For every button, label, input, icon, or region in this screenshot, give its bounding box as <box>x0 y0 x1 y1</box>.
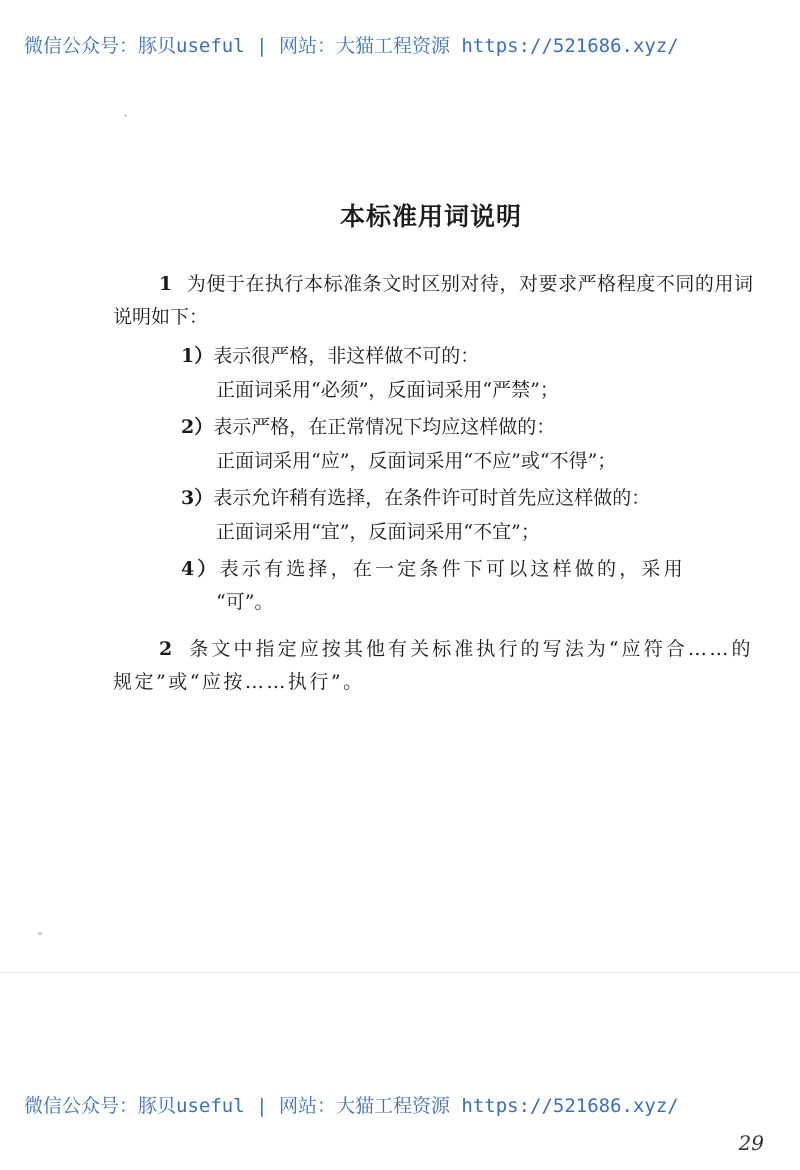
list-item <box>181 482 753 549</box>
scan-divider <box>0 972 800 973</box>
section-1-text: 为便于在执行本标准条文时区别对待，对要求严格程度不同的用词说明如下： <box>113 273 753 328</box>
watermark-bottom: 微信公众号：豚贝useful | 网站：大猫工程资源 https://521686.xyz/ <box>24 1095 679 1117</box>
section-2 <box>113 633 753 699</box>
section-2-text: 条文中指定应按其他有关标准执行的写法为“应符合……的规定”或“应按……执行”。 <box>113 638 753 693</box>
list-item-detail: 正面词采用“应”，反面词采用“不应”或“不得”； <box>216 450 617 472</box>
list-item-text: 表示有选择，在一定条件下可以这样做的，采用 <box>219 558 686 580</box>
section-1-number: 1 <box>159 273 173 295</box>
list-item-number: 3） <box>181 487 214 509</box>
list-item <box>181 411 753 478</box>
list-item-number: 1） <box>181 345 214 367</box>
list-item-text: 表示严格，在正常情况下均应这样做的： <box>213 416 556 438</box>
section-2-number: 2 <box>159 638 175 660</box>
list-item-detail: “可”。 <box>216 591 274 613</box>
page-title: 本标准用词说明 <box>339 201 522 231</box>
list-item-detail: 正面词采用“宜”，反面词采用“不宜”； <box>216 521 540 543</box>
list-item <box>181 340 753 407</box>
scan-speck <box>124 114 127 117</box>
list-item-detail: 正面词采用“必须”，反面词采用“严禁”； <box>216 379 559 401</box>
list-item-number: 4） <box>181 558 220 580</box>
watermark-top: 微信公众号：豚贝useful | 网站：大猫工程资源 https://521686.xyz/ <box>24 35 679 57</box>
list-item <box>181 553 753 619</box>
scan-speck <box>38 932 42 935</box>
page-number: 29 <box>738 1131 764 1155</box>
list-item-number: 2） <box>181 416 214 438</box>
section-1 <box>113 268 753 334</box>
document-body <box>113 268 753 705</box>
list-item-text: 表示允许稍有选择，在条件许可时首先应这样做的： <box>213 487 651 509</box>
list-item-text: 表示很严格，非这样做不可的： <box>213 345 480 367</box>
